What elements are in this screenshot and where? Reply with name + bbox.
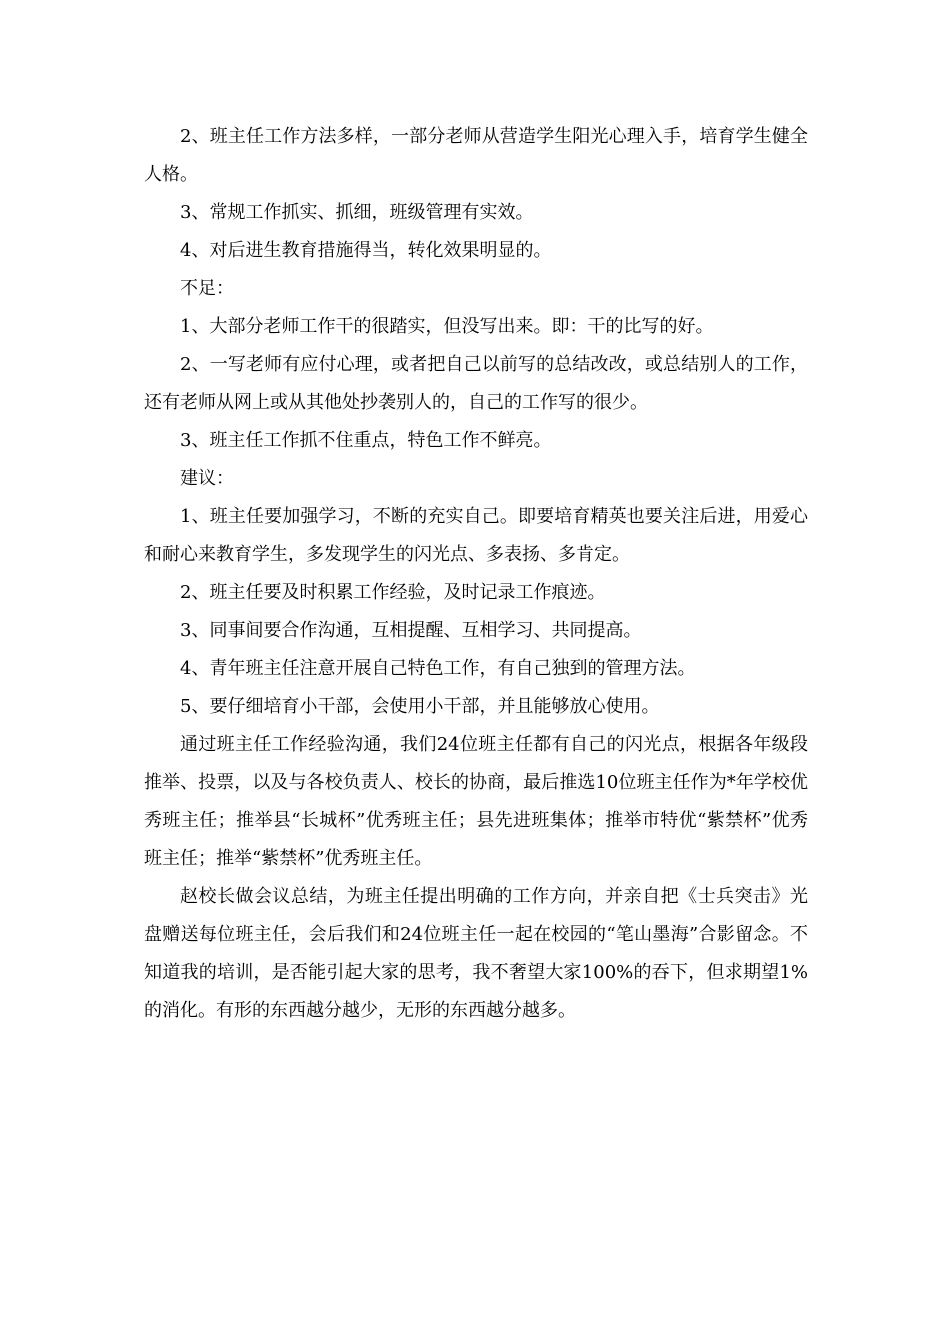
heading-shortcomings: 不足： [180, 278, 234, 299]
heading-suggestions: 建议： [180, 468, 234, 489]
paragraph-shortcoming-3: 3、班主任工作抓不住重点，特色工作不鲜亮。 [180, 430, 552, 451]
paragraph-suggestion-4: 4、青年班主任注意开展自己特色工作，有自己独到的管理方法。 [180, 658, 696, 679]
paragraph-suggestion-1: 1、班主任要加强学习，不断的充实自己。即要培育精英也要关注后进，用爱心和耐心来教育学生，多发现学生的闪光点、多表扬、多肯定。 [144, 506, 808, 565]
paragraph-shortcoming-1: 1、大部分老师工作干的很踏实，但没写出来。即：干的比写的好。 [180, 316, 714, 337]
paragraph-suggestion-3: 3、同事间要合作沟通，互相提醒、互相学习、共同提高。 [180, 620, 642, 641]
paragraph-shortcoming-2: 2、一写老师有应付心理，或者把自己以前写的总结改改，或总结别人的工作，还有老师从网上或从其他处抄袭别人的，自己的工作写的很少。 [144, 354, 808, 413]
paragraph-suggestion-5: 5、要仔细培育小干部，会使用小干部，并且能够放心使用。 [180, 696, 660, 717]
paragraph-conclusion: 赵校长做会议总结，为班主任提出明确的工作方向，并亲自把《士兵突击》光盘赠送每位班主任，会后我们和24位班主任一起在校园的“笔山墨海”合影留念。不知道我的培训，是否能引起大家的思考，我不奢望大家100%的吞下，但求期望1%的消化。有形的东西越分越少，无形的东西越分越多。 [144, 886, 808, 1021]
paragraph-strength-2: 2、班主任工作方法多样，一部分老师从营造学生阳光心理入手，培育学生健全人格。 [144, 126, 808, 185]
paragraph-suggestion-2: 2、班主任要及时积累工作经验，及时记录工作痕迹。 [180, 582, 606, 603]
paragraph-strength-3: 3、常规工作抓实、抓细，班级管理有实效。 [180, 202, 534, 223]
paragraph-selection: 通过班主任工作经验沟通，我们24位班主任都有自己的闪光点，根据各年级段推举、投票，以及与各校负责人、校长的协商，最后推选10位班主任作为*年学校优秀班主任；推举县“长城杯”优秀班主任；县先进班集体；推举市特优“紫禁杯”优秀班主任；推举“紫禁杯”优秀班主任。 [144, 734, 808, 869]
document-body [144, 118, 808, 1030]
paragraph-strength-4: 4、对后进生教育措施得当，转化效果明显的。 [180, 240, 552, 261]
